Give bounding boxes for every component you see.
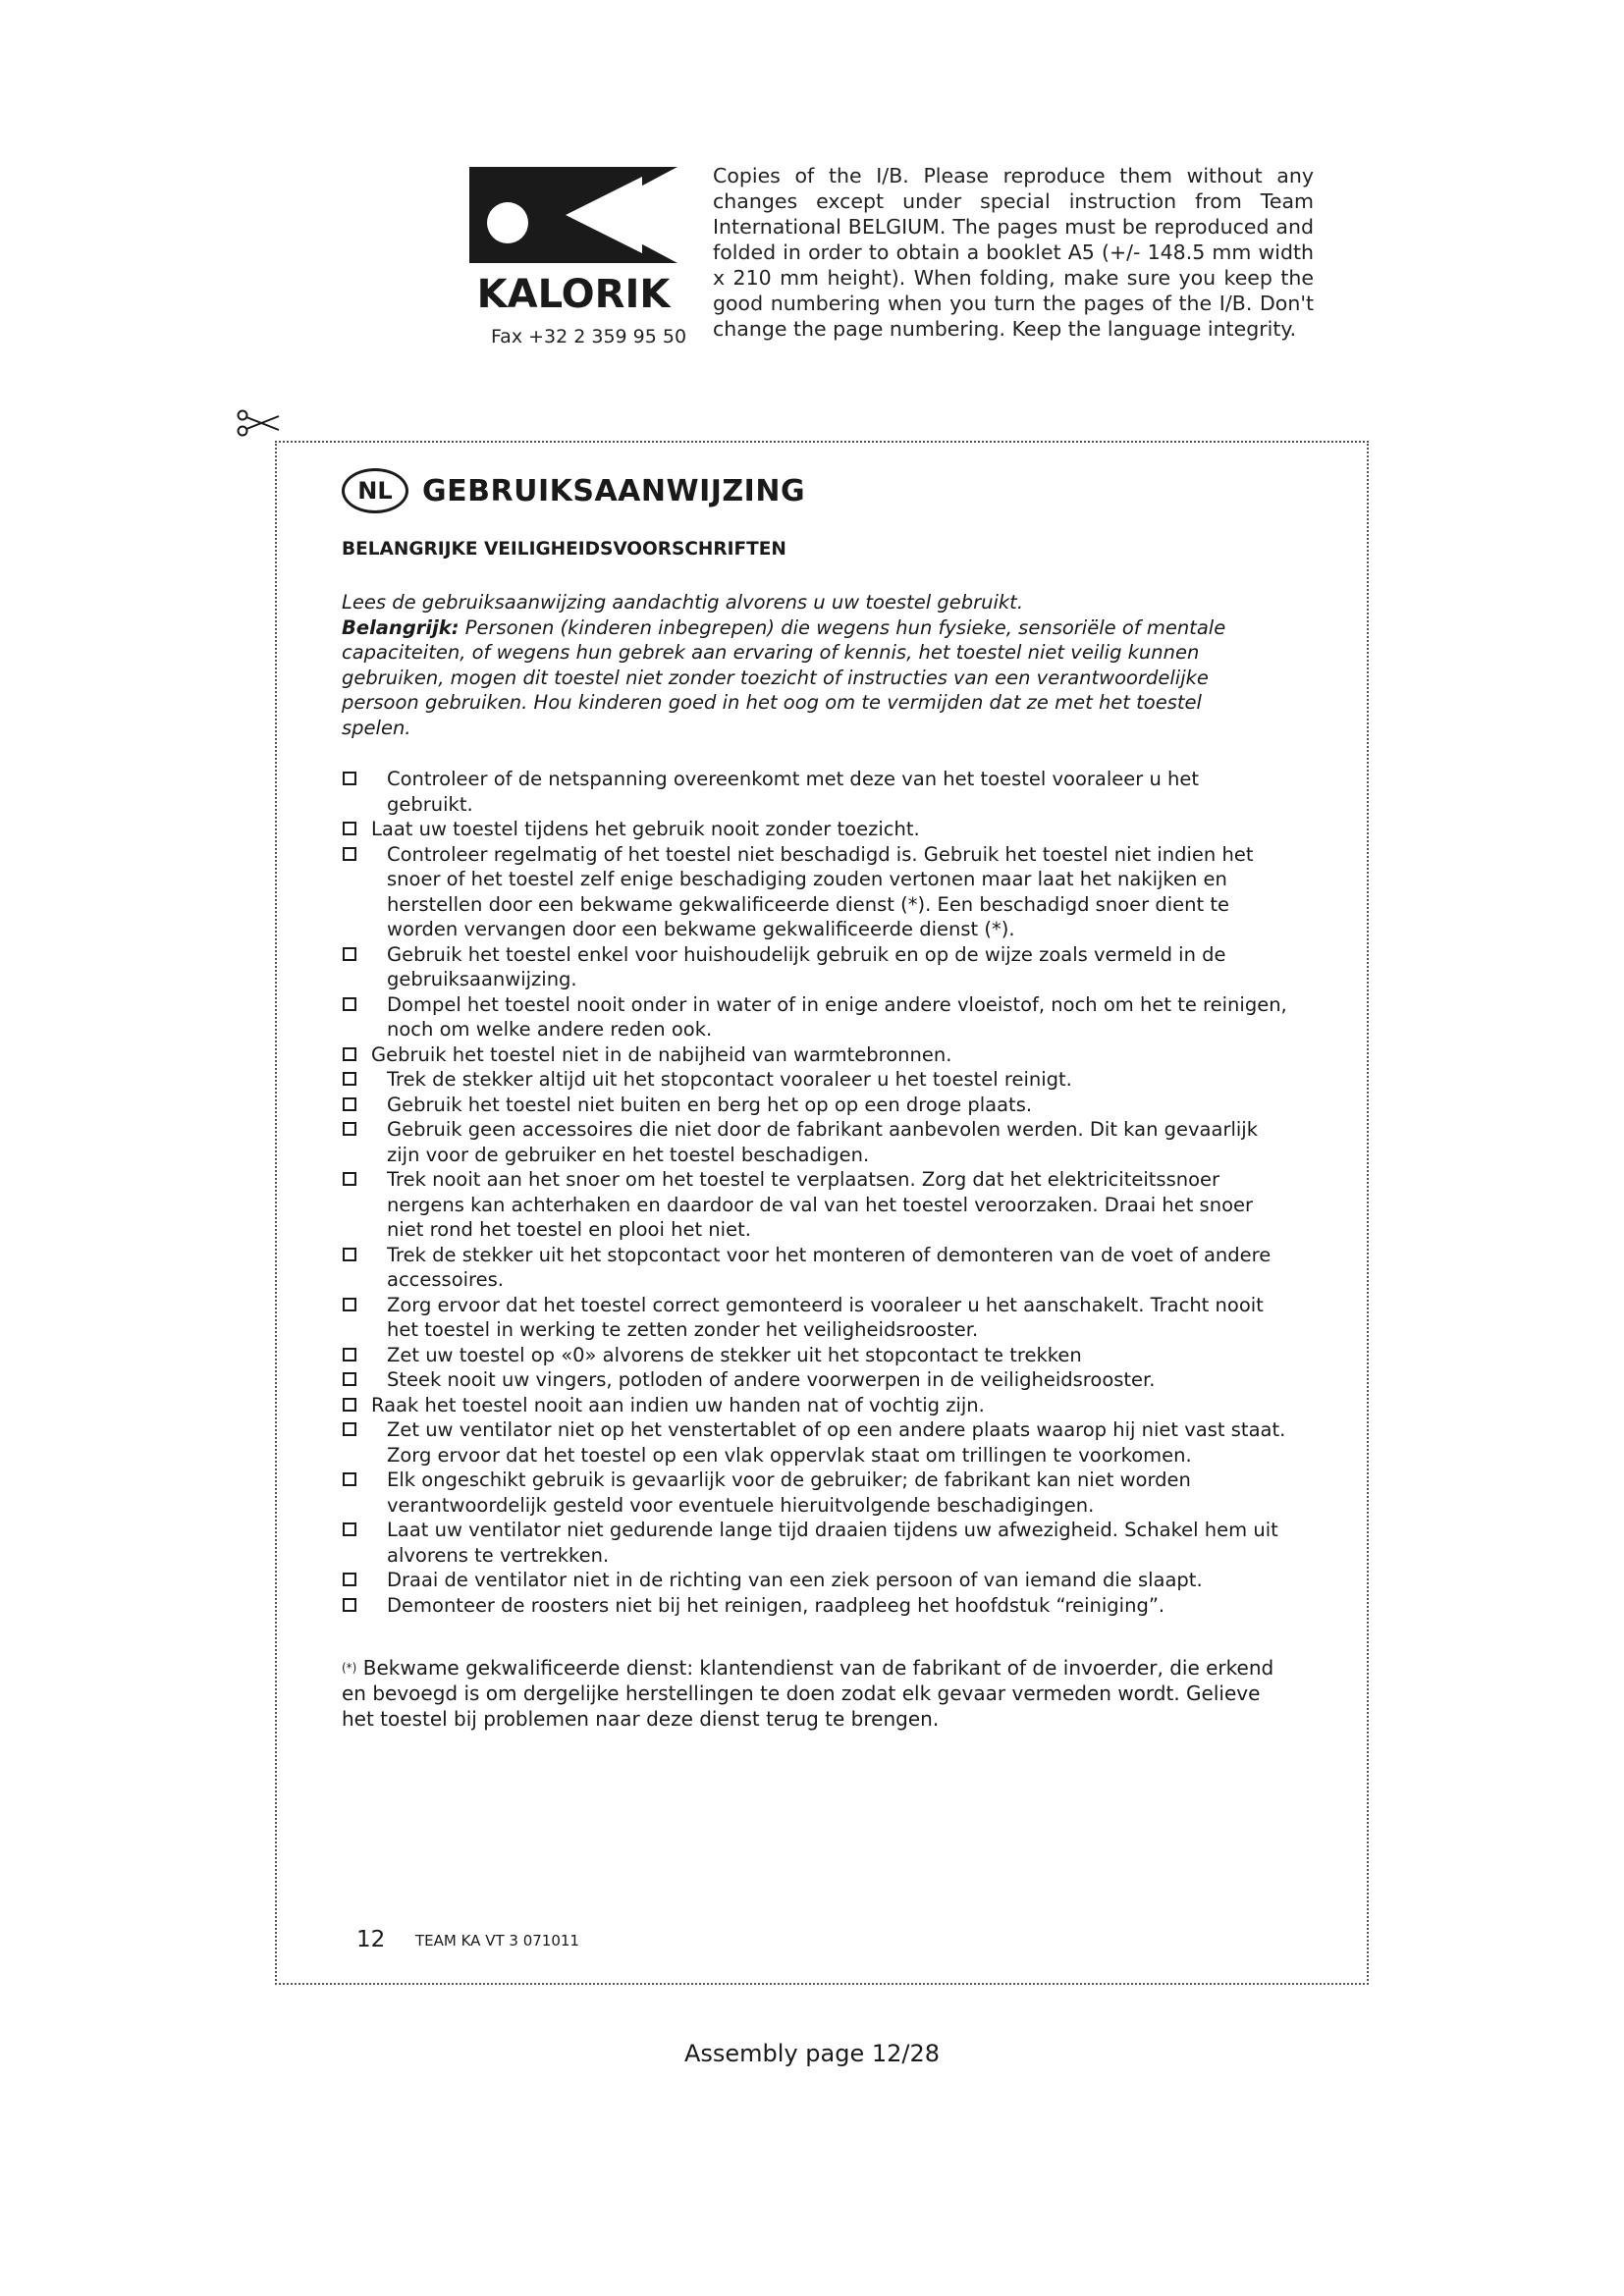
list-item — [342, 817, 1289, 842]
list-item — [342, 767, 1289, 817]
intro-paragraph — [342, 590, 1255, 740]
checkbox-icon — [343, 1248, 356, 1261]
checkbox-icon — [343, 1172, 356, 1186]
checkbox-icon — [343, 1298, 356, 1311]
checkbox-icon — [343, 947, 356, 961]
checkbox-icon — [343, 1047, 356, 1061]
checkbox-icon — [343, 1522, 356, 1536]
checkbox-icon — [343, 997, 356, 1011]
checkbox-icon — [343, 1598, 356, 1612]
list-item-text: Elk ongeschikt gebruik is gevaarlijk voor de gebruiker; de fabrikant kan niet worden verantwoordelijk gesteld voor eventuele hieruitvolgende beschadigingen. — [387, 1468, 1191, 1517]
list-item — [342, 1367, 1289, 1393]
list-item — [342, 1167, 1289, 1243]
scissors-icon — [236, 408, 281, 438]
list-item-text: Dompel het toestel nooit onder in water of in enige andere vloeistof, noch om het te reinigen, noch om welke andere reden ook. — [387, 992, 1287, 1041]
intro-line: Lees de gebruiksaanwijzing aandachtig alvorens u uw toestel gebruikt. — [342, 591, 1024, 614]
checkbox-icon — [343, 1072, 356, 1086]
list-item-text: Controleer of de netspanning overeenkomt met deze van het toestel vooraleer u het gebruikt. — [387, 768, 1200, 816]
list-item-text: Gebruik het toestel niet buiten en berg het op op een droge plaats. — [387, 1093, 1033, 1116]
manual-header — [342, 463, 805, 518]
list-item-text: Laat uw toestel tijdens het gebruik nooit zonder toezicht. — [371, 818, 920, 840]
footnote-text: Bekwame gekwalificeerde dienst: klantendienst van de fabrikant of de invoerder, die erkend en bevoegd is om dergelijke herstellingen te doen zodat elk gevaar vermeden wordt. Gelieve het toestel bij problemen naar deze dienst terug te brengen. — [342, 1656, 1274, 1731]
assembly-page-label: Assembly page 12/28 — [683, 2040, 941, 2067]
list-item-text: Gebruik geen accessoires die niet door de fabrikant aanbevolen werden. Dit kan gevaarlijk zijn voor de gebruiker en het toestel beschadigen. — [387, 1118, 1259, 1166]
checkbox-icon — [343, 1372, 356, 1386]
team-code: TEAM KA VT 3 071011 — [415, 1932, 579, 1949]
list-item-text: Laat uw ventilator niet gedurende lange tijd draaien tijdens uw afwezigheid. Schakel hem uit alvorens te vertrekken. — [387, 1519, 1278, 1567]
page-number: 12 — [356, 1927, 386, 1952]
reproduction-instructions: Copies of the I/B. Please reproduce them without any changes except under special instruction from Team International BELGIUM. The pages must be reproduced and folded in order to obtain a booklet A5 (+/- 148.5 mm width x 210 mm height). When folding, make sure you keep the good numbering when you turn the pages of the I/B. Don't change the page numbering. Keep the language integrity. — [713, 164, 1314, 341]
list-item — [342, 1067, 1289, 1093]
list-item — [342, 1593, 1289, 1619]
checkbox-icon — [343, 1573, 356, 1586]
list-item-text: Steek nooit uw vingers, potloden of andere voorwerpen in de veiligheidsrooster. — [387, 1368, 1156, 1391]
list-item — [342, 1243, 1289, 1293]
list-item — [342, 1343, 1289, 1368]
list-item — [342, 942, 1289, 992]
intro-rest: Personen (kinderen inbegrepen) die wegens hun fysieke, sensoriële of mentale capaciteiten, of wegens hun gebrek aan ervaring of kennis, het toestel niet veilig kunnen gebruiken, mogen dit toestel niet zonder toezicht of instructies van een verantwoordelijke persoon gebruiken. Hou kinderen goed in het oog om te vermijden dat ze met het toestel spelen. — [342, 615, 1226, 739]
list-item-text: Gebruik het toestel enkel voor huishoudelijk gebruik en op de wijze zoals vermeld in de gebruiksaanwijzing. — [387, 942, 1226, 990]
language-badge: NL — [342, 468, 408, 513]
checkbox-icon — [343, 1122, 356, 1136]
intro-warning — [342, 615, 1255, 741]
safety-list — [342, 767, 1289, 1618]
footnote — [342, 1655, 1294, 1732]
list-item — [342, 1293, 1289, 1343]
list-item-text: Trek de stekker uit het stopcontact voor het monteren of demonteren van de voet of andere accessoires. — [387, 1243, 1272, 1291]
checkbox-icon — [343, 1422, 356, 1436]
list-item-text: Demonteer de roosters niet bij het reinigen, raadpleeg het hoofdstuk “reiniging”. — [387, 1593, 1165, 1617]
list-item — [342, 1117, 1289, 1167]
list-item — [342, 842, 1289, 942]
logo-text: KALORIK — [476, 272, 671, 314]
fax-number: Fax +32 2 359 95 50 — [491, 326, 687, 347]
list-item — [342, 992, 1289, 1042]
list-item-text: Raak het toestel nooit aan indien uw handen nat of vochtig zijn. — [371, 1393, 985, 1416]
list-item-text: Gebruik het toestel niet in de nabijheid van warmtebronnen. — [371, 1042, 952, 1066]
checkbox-icon — [343, 1348, 356, 1362]
page-title: GEBRUIKSAANWIJZING — [422, 473, 806, 508]
list-item — [342, 1393, 1289, 1418]
list-item — [342, 1518, 1289, 1568]
checkbox-icon — [343, 847, 356, 861]
checkbox-icon — [343, 1097, 356, 1111]
checkbox-icon — [343, 772, 356, 785]
list-item — [342, 1042, 1289, 1068]
list-item-text: Trek de stekker altijd uit het stopcontact vooraleer u het toestel reinigt. — [387, 1068, 1072, 1091]
list-item — [342, 1417, 1289, 1468]
list-item-text: Zorg ervoor dat het toestel correct gemonteerd is vooraleer u het aanschakelt. Tracht nooit het toestel in werking te zetten zonder het veiligheidsrooster. — [387, 1293, 1264, 1341]
list-item-text: Draai de ventilator niet in de richting van een ziek persoon of van iemand die slaapt. — [387, 1569, 1203, 1591]
footnote-mark: (*) — [342, 1661, 357, 1675]
checkbox-icon — [343, 1472, 356, 1486]
kalorik-logo — [469, 167, 677, 314]
list-item — [342, 1468, 1289, 1518]
checkbox-icon — [343, 1398, 356, 1412]
list-item-text: Trek nooit aan het snoer om het toestel te verplaatsen. Zorg dat het elektriciteitssnoer nergens kan achterhaken en daardoor de val van het toestel veroorzaken. Draai het snoer niet rond het toestel en plooi het niet. — [387, 1168, 1254, 1241]
intro-bold: Belangrijk: — [342, 615, 460, 639]
list-item-text: Zet uw toestel op «0» alvorens de stekker uit het stopcontact te trekken — [387, 1343, 1082, 1366]
list-item — [342, 1093, 1289, 1118]
list-item-text: Zet uw ventilator niet op het venstertablet of op een andere plaats waarop hij niet vast staat. Zorg ervoor dat het toestel op een vlak oppervlak staat om trillingen te voorkomen. — [387, 1418, 1286, 1467]
checkbox-icon — [343, 822, 356, 835]
list-item — [342, 1568, 1289, 1593]
section-heading: BELANGRIJKE VEILIGHEIDSVOORSCHRIFTEN — [342, 539, 786, 560]
list-item-text: Controleer regelmatig of het toestel niet beschadigd is. Gebruik het toestel niet indien het snoer of het toestel zelf enige beschadiging zouden vertonen maar laat het nakijken en herstellen door een bekwame gekwalificeerde dienst (*). Een beschadigd snoer dient te worden vervangen door een bekwame gekwalificeerde dienst (*). — [387, 842, 1254, 940]
